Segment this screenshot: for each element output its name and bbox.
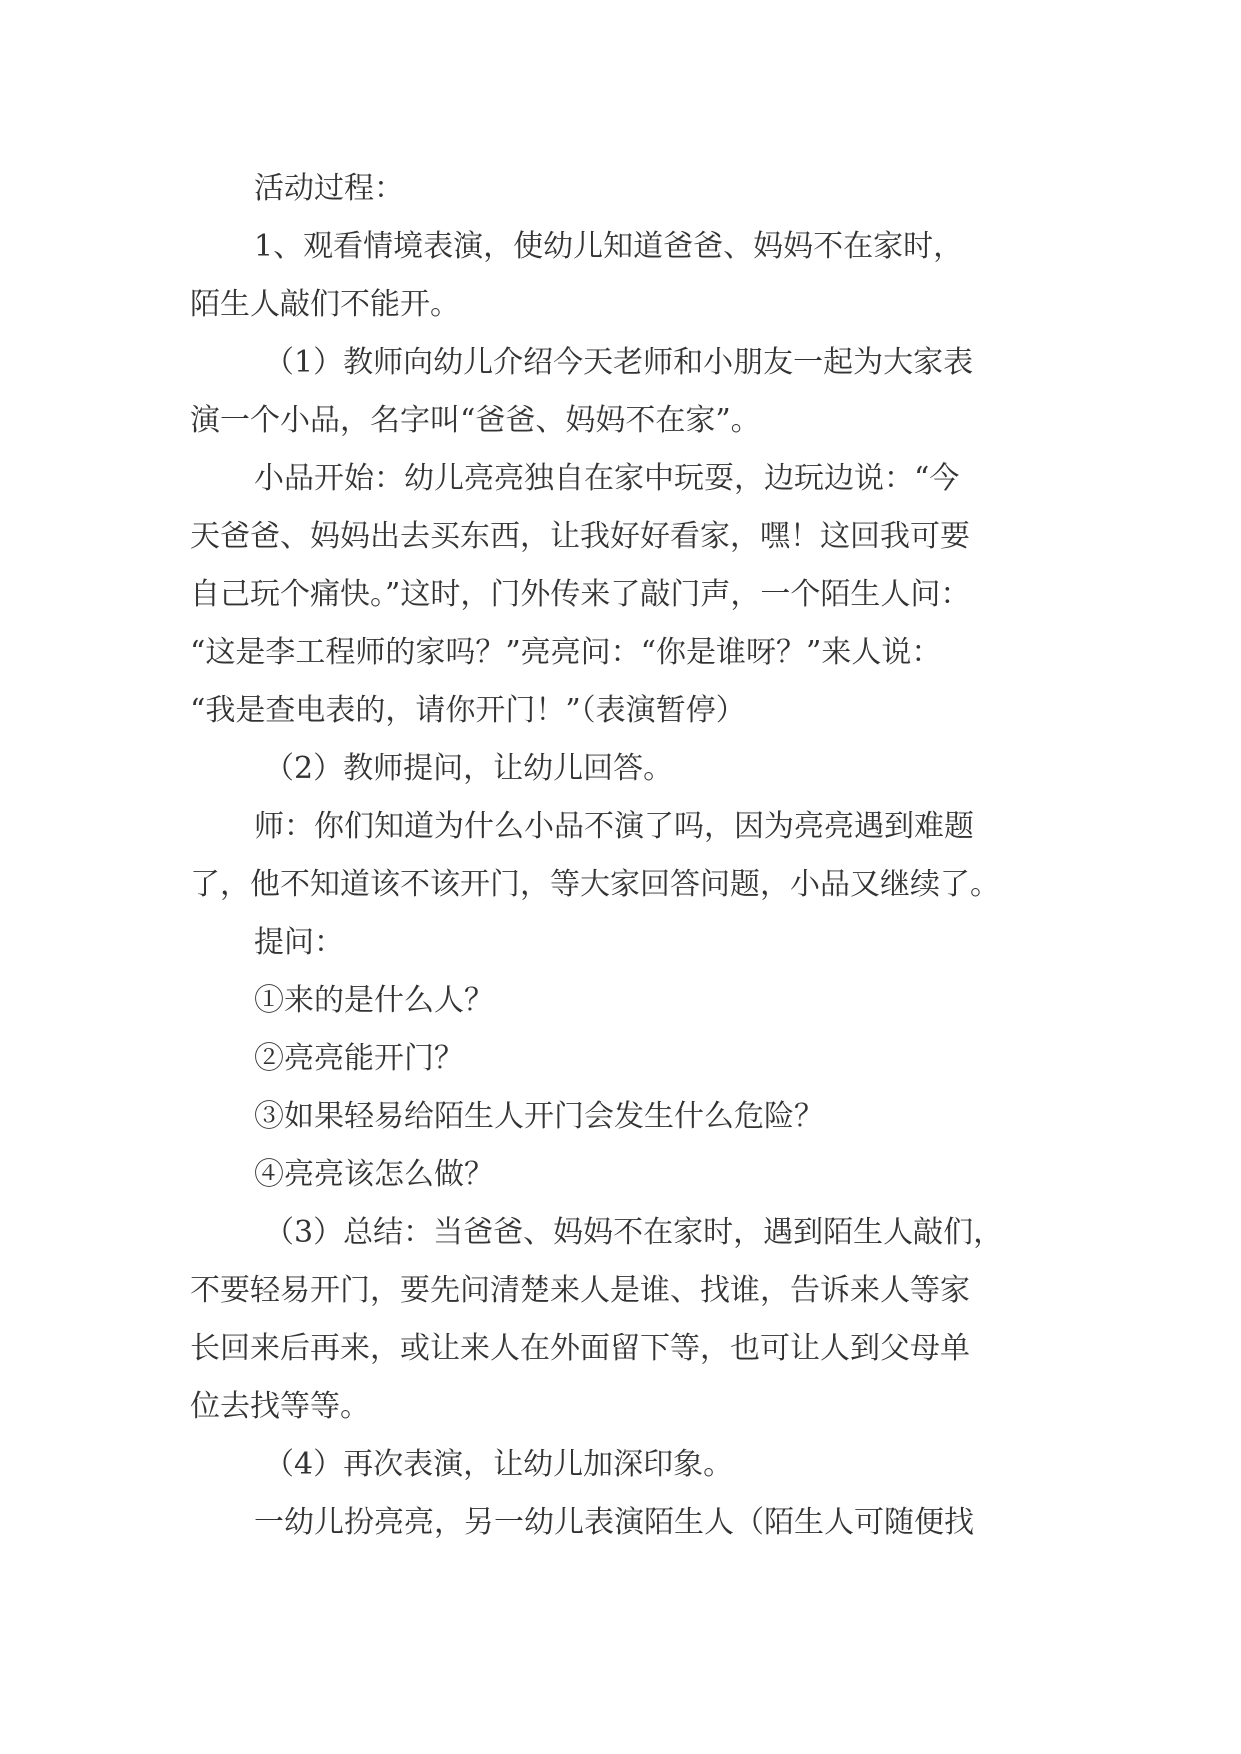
paragraph-line: （1）教师向幼儿介绍今天老师和小朋友一起为大家表 — [264, 345, 974, 380]
paragraph-line: （4）再次表演，让幼儿加深印象。 — [264, 1447, 734, 1482]
paragraph-line: 师：你们知道为什么小品不演了吗，因为亮亮遇到难题 — [254, 809, 974, 844]
paragraph-line: “这是李工程师的家吗？”亮亮问：“你是谁呀？”来人说： — [190, 635, 942, 670]
paragraph-line: 1、观看情境表演，使幼儿知道爸爸、妈妈不在家时， — [254, 229, 964, 264]
paragraph-line: 一幼儿扮亮亮，另一幼儿表演陌生人（陌生人可随便找 — [254, 1505, 974, 1540]
paragraph-line: 自己玩个痛快。”这时，门外传来了敲门声，一个陌生人问： — [190, 577, 971, 612]
section-heading: 活动过程： — [254, 171, 404, 206]
paragraph-line: 小品开始：幼儿亮亮独自在家中玩耍，边玩边说：“今 — [254, 461, 960, 496]
paragraph-line: 天爸爸、妈妈出去买东西，让我好好看家，嘿！这回我可要 — [190, 519, 970, 554]
question-item: ④亮亮该怎么做？ — [254, 1157, 494, 1192]
paragraph-line: 位去找等等。 — [190, 1389, 370, 1424]
paragraph-line: 陌生人敲们不能开。 — [190, 287, 460, 322]
question-item: ①来的是什么人？ — [254, 983, 494, 1018]
paragraph-line: （3）总结：当爸爸、妈妈不在家时，遇到陌生人敲们， — [264, 1215, 1004, 1250]
paragraph-line: “我是查电表的，请你开门！”（表演暂停） — [190, 693, 746, 728]
paragraph-line: 演一个小品，名字叫“爸爸、妈妈不在家”。 — [190, 403, 761, 438]
paragraph-line: 不要轻易开门，要先问清楚来人是谁、找谁，告诉来人等家 — [190, 1273, 970, 1308]
document-body — [190, 160, 1090, 1552]
paragraph-line: 了，他不知道该不该开门，等大家回答问题，小品又继续了。 — [190, 867, 1000, 902]
paragraph-line: 长回来后再来，或让来人在外面留下等，也可让人到父母单 — [190, 1331, 970, 1366]
question-item: ②亮亮能开门？ — [254, 1041, 464, 1076]
question-item: ③如果轻易给陌生人开门会发生什么危险？ — [254, 1099, 824, 1134]
paragraph-line: 提问： — [254, 925, 344, 960]
paragraph-line: （2）教师提问，让幼儿回答。 — [264, 751, 674, 786]
